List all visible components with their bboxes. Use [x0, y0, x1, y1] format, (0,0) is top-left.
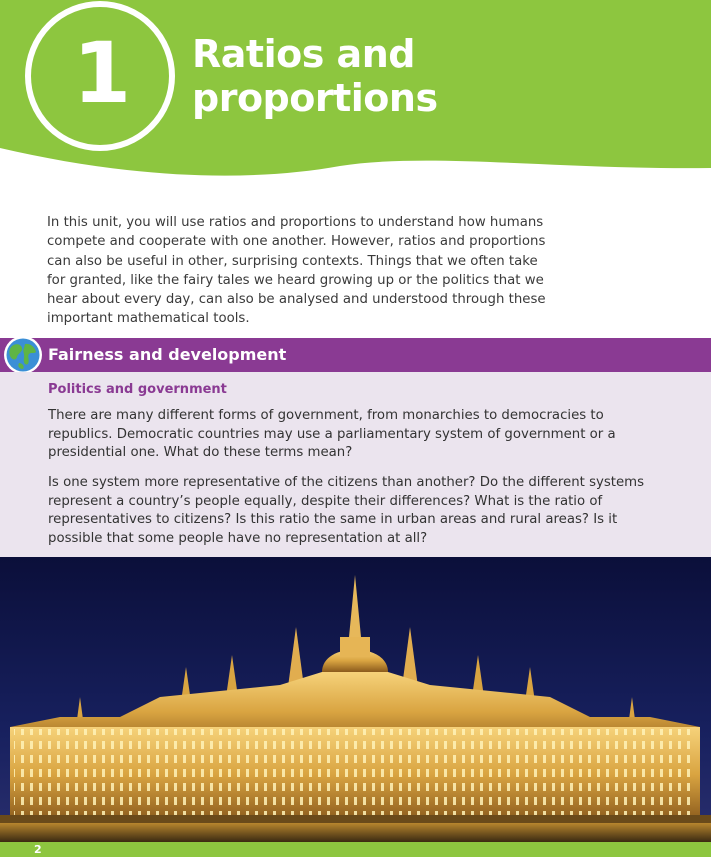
body-paragraph-1: There are many different forms of government, from monarchies to democracies to republics. Democratic countries may use a parliamentary system of government or a presidential one. What do these terms mean? — [48, 408, 616, 461]
globe-icon — [3, 335, 43, 375]
section-title: Fairness and development — [48, 345, 287, 364]
parliament-building-photo — [0, 557, 711, 842]
subsection-heading: Politics and government — [48, 382, 227, 397]
unit-title-line-1: Ratios and — [192, 32, 415, 76]
page-number: 2 — [34, 843, 42, 856]
page-footer-bar — [0, 842, 711, 857]
unit-title-line-2: proportions — [192, 76, 438, 120]
intro-paragraph: In this unit, you will use ratios and proportions to understand how humans compete and cooperate with one another. However, ratios and proportions can also be useful in other, surprising contexts. Things that we often take for granted, like the fairy tales we heard growing up or the politics that we hear about every day, can also be analysed and understood through these important mathematical tools. — [47, 215, 546, 327]
body-paragraph-2: Is one system more representative of the citizens than another? Do the different systems represent a country’s people equally, despite their differences? What is the ratio of representatives to citizens? Is this ratio the same in urban areas and rural areas? Is it possible that some people have no representation at all? — [48, 475, 645, 546]
unit-title — [192, 32, 438, 120]
unit-number: 1 — [72, 24, 132, 122]
